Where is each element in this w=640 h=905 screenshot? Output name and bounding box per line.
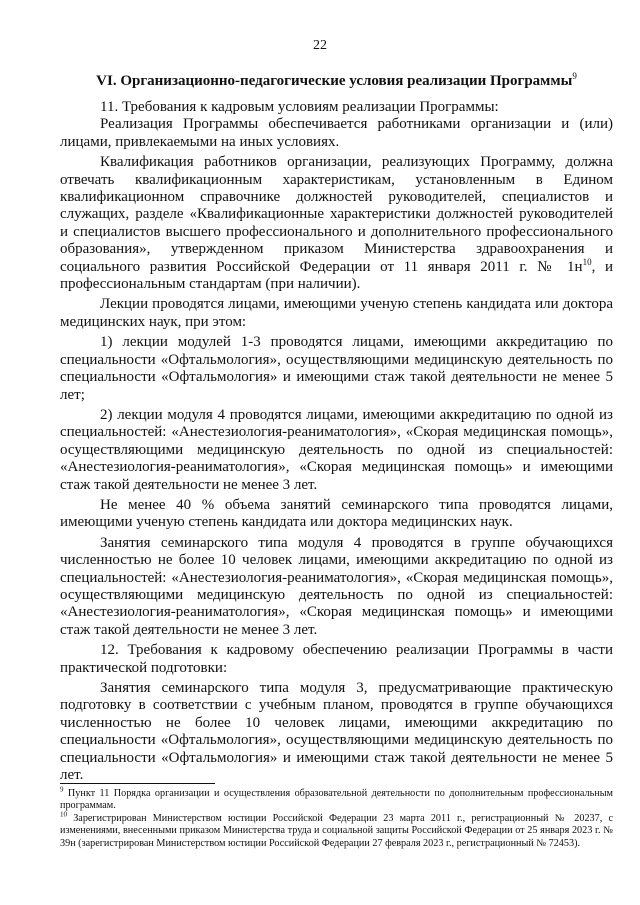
section-heading-text: VI. Организационно-педагогические условия реализации Программы bbox=[96, 73, 573, 89]
footnote-ref-9: 9 bbox=[572, 71, 577, 81]
paragraph-11-title: 11. Требования к кадровым условиям реализации Программы: bbox=[100, 99, 499, 115]
paragraph-lectures-item-2: 2) лекции модуля 4 проводятся лицами, имеющими аккредитацию по одной из специальностей: «Анестезиология-реаниматология», «Скорая медицинская помощь», осуществляющими медицинскую деятельность по одной из специальностей: «Анестезиология-реаниматология», «Скорая медицинская помощь» и имеющими стаж такой деятельности не менее 3 лет. bbox=[60, 406, 613, 493]
footnote-divider bbox=[60, 783, 215, 784]
page-number: 22 bbox=[313, 38, 327, 53]
footnote-10 bbox=[60, 810, 613, 850]
paragraph-seminar-module-3: Занятия семинарского типа модуля 3, предусматривающие практическую подготовку в соответствии с учебным планом, проводятся в группе обучающихся численностью не более 10 человек лицами, имеющими аккредитацию по специальности «Офтальмология», осуществляющими медицинскую деятельность по специальности «Офтальмология» и имеющими стаж такой деятельности не менее 5 лет. bbox=[60, 680, 613, 784]
section-heading bbox=[60, 66, 613, 91]
footnote-9-text: Пункт 11 Порядка организации и осуществления образовательной деятельности по дополнительным профессиональным программам. bbox=[60, 788, 613, 812]
footnote-9-marker: 9 bbox=[60, 785, 64, 794]
footnote-9 bbox=[60, 785, 613, 813]
footnote-10-text: Зарегистрирован Министерством юстиции Российской Федерации 23 марта 2011 г., регистрационный № 20237, с изменениями, внесенными приказом Министерства труда и социальной защиты Российской Федерации от 25 января 2023 г. № 39н (зарегистрирован Министерством юстиции Российской Федерации 27 февраля 2023 г., регистрационный № 72453). bbox=[60, 812, 613, 849]
footnote-ref-10: 10 bbox=[582, 256, 592, 267]
footnote-10-marker: 10 bbox=[60, 810, 67, 819]
paragraph-qualification-text: Квалификация работников организации, реализующих Программу, должна отвечать квалификационным характеристикам, установленным в Едином квалификационном справочнике должностей руководителей, специалистов и служащих, разделе «Квалификационные характеристики должностей руководителей и специалистов высшего профессионального и дополнительного профессионального образования», утвержденном приказом Министерства здравоохранения и социального развития Российской Федерации от 11 января 2011 г. № 1н bbox=[60, 154, 613, 275]
paragraph-staff-conditions: Реализация Программы обеспечивается работниками организации и (или) лицами, привлекаемыми на иных условиях. bbox=[60, 116, 613, 150]
page-body bbox=[60, 66, 613, 784]
paragraph-qualification-tail: , и профессиональным стандартам (при наличии). bbox=[60, 258, 613, 293]
footnotes bbox=[60, 783, 613, 850]
paragraph-lectures-item-1: 1) лекции модулей 1-3 проводятся лицами, имеющими аккредитацию по специальности «Офтальмология», осуществляющими медицинскую деятельность по специальности «Офтальмология» и имеющими стаж такой деятельности не менее 5 лет; bbox=[60, 334, 613, 403]
paragraph-12-title: 12. Требования к кадровому обеспечению реализации Программы в части практической подготовки: bbox=[60, 642, 613, 676]
paragraph-qualification bbox=[60, 154, 613, 293]
paragraph-seminar-share: Не менее 40 % объема занятий семинарского типа проводятся лицами, имеющими ученую степень кандидата или доктора медицинских наук. bbox=[60, 496, 613, 531]
paragraph-seminar-module-4: Занятия семинарского типа модуля 4 проводятся в группе обучающихся численностью не более 10 человек лицами, имеющими аккредитацию по одной из специальностей: «Анестезиология-реаниматология», «Скорая медицинская помощь», осуществляющими медицинскую деятельность по одной из специальностей: «Анестезиология-реаниматология», «Скорая медицинская помощь» и имеющими стаж такой деятельности не менее 3 лет. bbox=[60, 534, 613, 638]
paragraph-lectures: Лекции проводятся лицами, имеющими ученую степень кандидата или доктора медицинских наук, при этом: bbox=[60, 296, 613, 330]
